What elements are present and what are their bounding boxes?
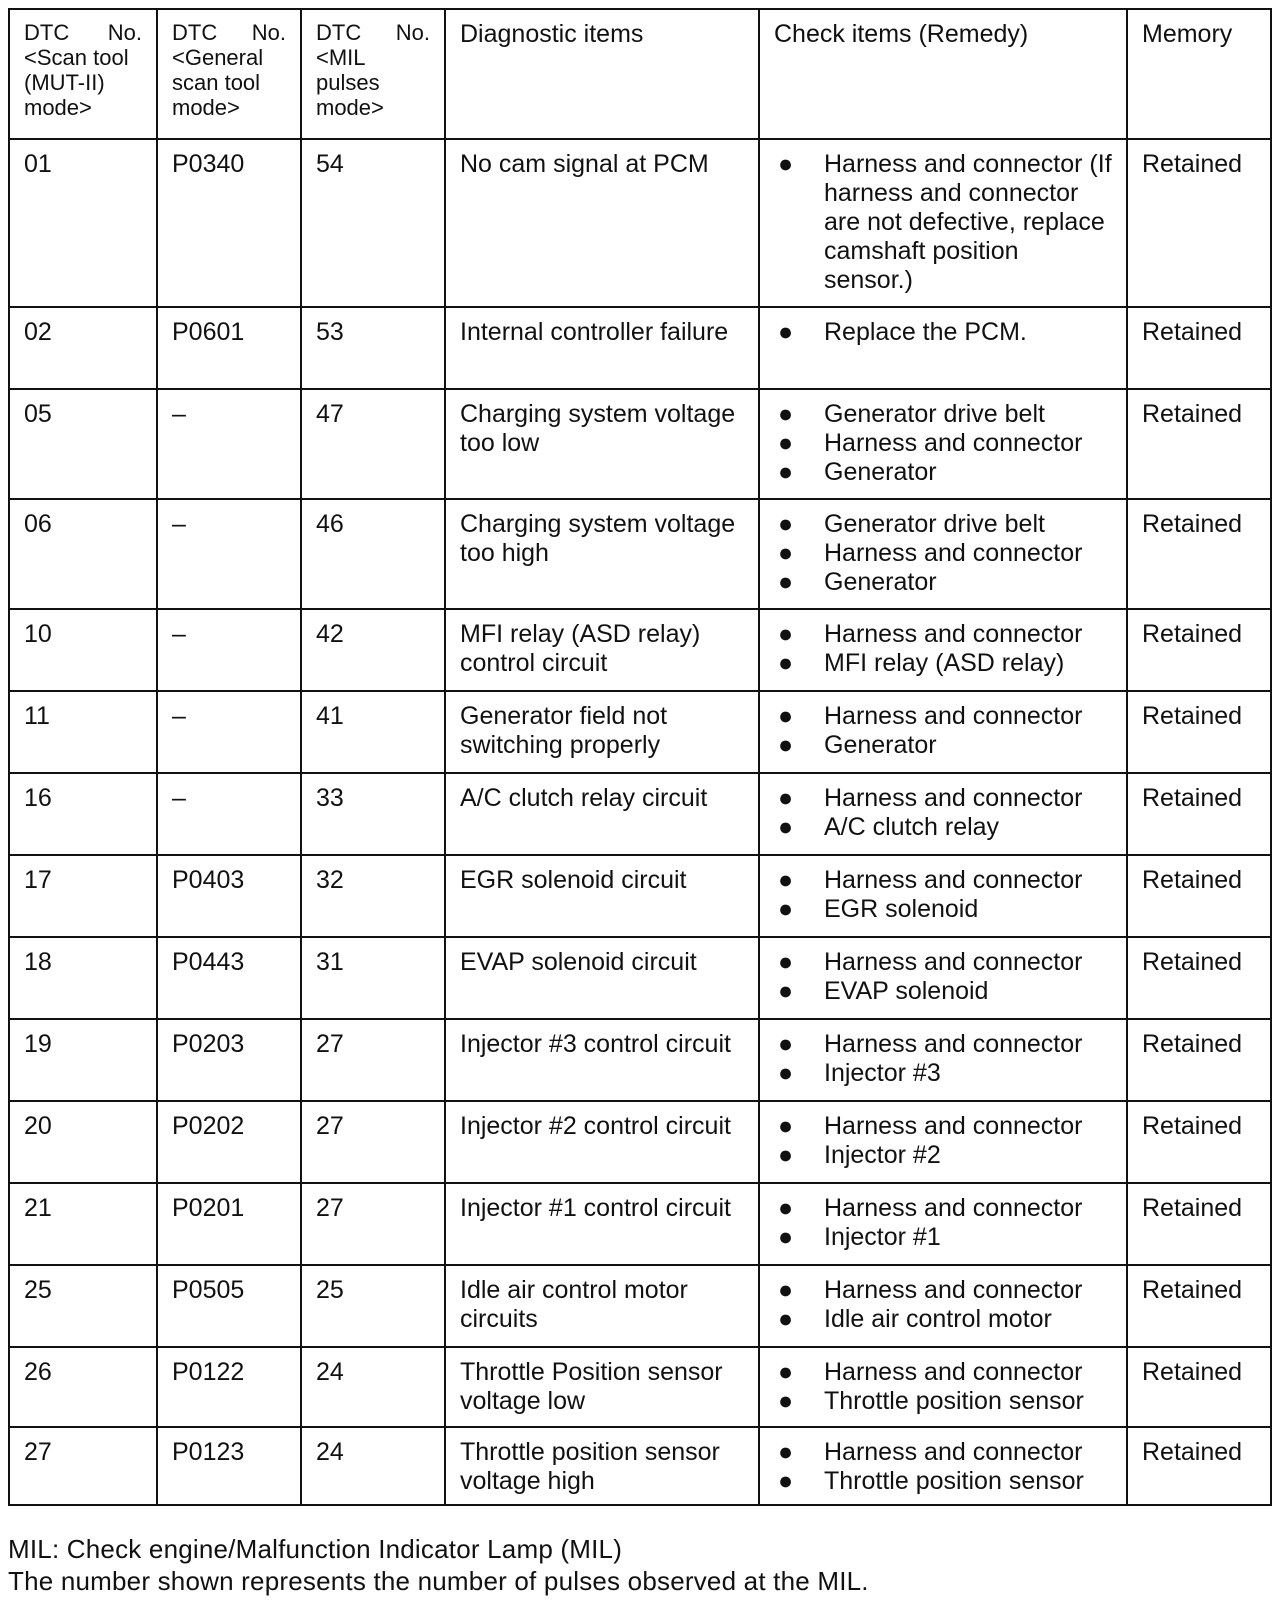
check-item-text: Harness and connector	[824, 948, 1083, 976]
check-item	[774, 895, 1112, 924]
mil-pulses-cell: 27	[301, 1019, 445, 1101]
bullet-icon: ●	[778, 1358, 794, 1386]
check-items-list	[774, 784, 1112, 842]
memory-cell: Retained	[1127, 1347, 1271, 1427]
check-items-list	[774, 948, 1112, 1006]
check-items-list	[774, 1030, 1112, 1088]
check-item-text: Harness and connector	[824, 1276, 1083, 1304]
memory-cell: Retained	[1127, 307, 1271, 389]
bullet-icon: ●	[778, 429, 794, 457]
header-general-scan-dtc: DTC	[172, 20, 218, 45]
footer-notes	[8, 1533, 869, 1597]
check-item-text: Injector #3	[824, 1059, 941, 1087]
general-scan-code-cell: –	[157, 609, 301, 691]
table-row	[9, 1265, 1271, 1347]
bullet-icon: ●	[778, 784, 794, 812]
scan-tool-code-cell: 10	[9, 609, 157, 691]
check-items-cell	[759, 389, 1127, 499]
header-scan-tool-no: No.	[107, 20, 142, 45]
general-scan-code-cell: –	[157, 499, 301, 609]
check-items-cell	[759, 1265, 1127, 1347]
check-item-text: Harness and connector	[824, 702, 1083, 730]
check-item	[774, 1305, 1112, 1334]
table-row	[9, 1427, 1271, 1505]
check-items-cell	[759, 499, 1127, 609]
bullet-icon: ●	[778, 1276, 794, 1304]
table-row	[9, 691, 1271, 773]
general-scan-code-cell: P0340	[157, 139, 301, 307]
bullet-icon: ●	[778, 539, 794, 567]
check-item	[774, 620, 1112, 649]
check-item-text: Harness and connector	[824, 1438, 1083, 1466]
table-row	[9, 609, 1271, 691]
check-item	[774, 948, 1112, 977]
check-items-list	[774, 702, 1112, 760]
general-scan-code-cell: P0123	[157, 1427, 301, 1505]
check-item-text: Harness and connector	[824, 1030, 1083, 1058]
check-items-cell	[759, 1427, 1127, 1505]
table-row	[9, 855, 1271, 937]
table-row	[9, 499, 1271, 609]
memory-cell: Retained	[1127, 1019, 1271, 1101]
check-item	[774, 568, 1112, 597]
mil-pulses-cell: 42	[301, 609, 445, 691]
check-items-cell	[759, 1101, 1127, 1183]
header-mil-pulses-line2: <MIL	[316, 45, 366, 70]
memory-cell: Retained	[1127, 609, 1271, 691]
general-scan-code-cell: P0505	[157, 1265, 301, 1347]
check-item-text: Harness and connector	[824, 1194, 1083, 1222]
check-items-cell	[759, 307, 1127, 389]
check-item	[774, 1387, 1112, 1416]
header-check-items: Check items (Remedy)	[759, 9, 1127, 139]
check-item	[774, 318, 1112, 347]
check-items-list	[774, 1438, 1112, 1496]
bullet-icon: ●	[778, 866, 794, 894]
check-items-cell	[759, 609, 1127, 691]
bullet-icon: ●	[778, 1112, 794, 1140]
bullet-icon: ●	[778, 1194, 794, 1222]
scan-tool-code-cell: 18	[9, 937, 157, 1019]
bullet-icon: ●	[778, 1223, 794, 1251]
mil-pulses-cell: 27	[301, 1183, 445, 1265]
table-row	[9, 937, 1271, 1019]
check-item-text: Harness and connector	[824, 784, 1083, 812]
check-item-text: Harness and connector	[824, 1112, 1083, 1140]
check-item	[774, 1112, 1112, 1141]
memory-cell: Retained	[1127, 1265, 1271, 1347]
check-items-list	[774, 1112, 1112, 1170]
header-scan-tool-line2: <Scan tool	[24, 45, 129, 70]
check-item-text: EGR solenoid	[824, 895, 979, 923]
check-item	[774, 1438, 1112, 1467]
bullet-icon: ●	[778, 702, 794, 730]
check-items-list	[774, 150, 1112, 295]
memory-cell: Retained	[1127, 1427, 1271, 1505]
mil-pulses-cell: 33	[301, 773, 445, 855]
bullet-icon: ●	[778, 1059, 794, 1087]
check-item	[774, 150, 1112, 295]
check-items-cell	[759, 1347, 1127, 1427]
check-items-list	[774, 400, 1112, 487]
scan-tool-code-cell: 20	[9, 1101, 157, 1183]
scan-tool-code-cell: 05	[9, 389, 157, 499]
general-scan-code-cell: P0443	[157, 937, 301, 1019]
scan-tool-code-cell: 01	[9, 139, 157, 307]
header-memory: Memory	[1127, 9, 1271, 139]
check-item	[774, 1467, 1112, 1496]
check-item-text: Replace the PCM.	[824, 318, 1027, 346]
check-item-text: Harness and connector	[824, 429, 1083, 457]
diagnostic-item-cell: Throttle position sensor voltage high	[445, 1427, 759, 1505]
header-mil-pulses	[301, 9, 445, 139]
bullet-icon: ●	[778, 620, 794, 648]
general-scan-code-cell: –	[157, 773, 301, 855]
memory-cell: Retained	[1127, 1101, 1271, 1183]
general-scan-code-cell: –	[157, 389, 301, 499]
check-item-text: EVAP solenoid	[824, 977, 989, 1005]
table-row	[9, 1019, 1271, 1101]
bullet-icon: ●	[778, 1305, 794, 1333]
general-scan-code-cell: P0203	[157, 1019, 301, 1101]
check-item	[774, 429, 1112, 458]
general-scan-code-cell: –	[157, 691, 301, 773]
bullet-icon: ●	[778, 649, 794, 677]
check-item	[774, 784, 1112, 813]
check-item-text: Harness and connector	[824, 539, 1083, 567]
check-item	[774, 458, 1112, 487]
diagnostic-item-cell: Charging system voltage too low	[445, 389, 759, 499]
general-scan-code-cell: P0601	[157, 307, 301, 389]
check-item	[774, 731, 1112, 760]
check-items-cell	[759, 855, 1127, 937]
table-header-row	[9, 9, 1271, 139]
memory-cell: Retained	[1127, 139, 1271, 307]
bullet-icon: ●	[778, 813, 794, 841]
diagnostic-item-cell: A/C clutch relay circuit	[445, 773, 759, 855]
check-item	[774, 1194, 1112, 1223]
mil-pulses-cell: 47	[301, 389, 445, 499]
check-item	[774, 1030, 1112, 1059]
check-item-text: Generator drive belt	[824, 400, 1045, 428]
header-scan-tool-dtc: DTC	[24, 20, 70, 45]
memory-cell: Retained	[1127, 855, 1271, 937]
header-diagnostic-items: Diagnostic items	[445, 9, 759, 139]
header-general-scan-no: No.	[251, 20, 286, 45]
footer-pulses-note: The number shown represents the number of pulses observed at the MIL.	[8, 1566, 869, 1596]
check-items-list	[774, 620, 1112, 678]
check-item-text: Harness and connector	[824, 1358, 1083, 1386]
memory-cell: Retained	[1127, 1183, 1271, 1265]
scan-tool-code-cell: 17	[9, 855, 157, 937]
header-general-scan-line2: <General	[172, 45, 264, 70]
diagnostic-item-cell: Injector #1 control circuit	[445, 1183, 759, 1265]
check-items-cell	[759, 1183, 1127, 1265]
header-general-scan-line3: scan tool	[172, 70, 261, 95]
diagnostic-item-cell: Throttle Position sensor voltage low	[445, 1347, 759, 1427]
table-row	[9, 307, 1271, 389]
general-scan-code-cell: P0201	[157, 1183, 301, 1265]
diagnostic-item-cell: Generator field not switching properly	[445, 691, 759, 773]
check-items-cell	[759, 773, 1127, 855]
check-item-text: Throttle position sensor	[824, 1387, 1084, 1415]
diagnostic-item-cell: Injector #2 control circuit	[445, 1101, 759, 1183]
bullet-icon: ●	[778, 948, 794, 976]
check-items-list	[774, 1276, 1112, 1334]
check-item	[774, 813, 1112, 842]
mil-pulses-cell: 24	[301, 1427, 445, 1505]
dtc-table	[8, 8, 1272, 1506]
scan-tool-code-cell: 16	[9, 773, 157, 855]
memory-cell: Retained	[1127, 499, 1271, 609]
bullet-icon: ●	[778, 1030, 794, 1058]
check-items-cell	[759, 937, 1127, 1019]
bullet-icon: ●	[778, 568, 794, 596]
check-items-list	[774, 1194, 1112, 1252]
check-items-list	[774, 1358, 1112, 1416]
mil-pulses-cell: 32	[301, 855, 445, 937]
header-scan-tool-line4: mode>	[24, 95, 92, 120]
check-items-list	[774, 510, 1112, 597]
check-item	[774, 1358, 1112, 1387]
scan-tool-code-cell: 11	[9, 691, 157, 773]
mil-pulses-cell: 41	[301, 691, 445, 773]
memory-cell: Retained	[1127, 389, 1271, 499]
header-mil-pulses-dtc: DTC	[316, 20, 362, 45]
scan-tool-code-cell: 06	[9, 499, 157, 609]
check-item-text: Harness and connector	[824, 620, 1083, 648]
check-item	[774, 510, 1112, 539]
mil-pulses-cell: 27	[301, 1101, 445, 1183]
check-items-cell	[759, 691, 1127, 773]
check-item-text: MFI relay (ASD relay)	[824, 649, 1065, 677]
footer-mil-note: MIL: Check engine/Malfunction Indicator Lamp (MIL)	[8, 1534, 623, 1564]
header-scan-tool-line3: (MUT-II)	[24, 70, 105, 95]
header-mil-pulses-line4: mode>	[316, 95, 384, 120]
general-scan-code-cell: P0202	[157, 1101, 301, 1183]
check-item-text: Harness and connector	[824, 866, 1083, 894]
mil-pulses-cell: 31	[301, 937, 445, 1019]
check-item	[774, 977, 1112, 1006]
check-item-text: Generator drive belt	[824, 510, 1045, 538]
check-items-list	[774, 866, 1112, 924]
table-row	[9, 389, 1271, 499]
bullet-icon: ●	[778, 977, 794, 1005]
diagnostic-item-cell: Charging system voltage too high	[445, 499, 759, 609]
bullet-icon: ●	[778, 510, 794, 538]
mil-pulses-cell: 46	[301, 499, 445, 609]
check-item-text: Injector #1	[824, 1223, 941, 1251]
scan-tool-code-cell: 25	[9, 1265, 157, 1347]
check-item-text: Harness and connector (If harness and connector are not defective, replace camshaft position sensor.)	[824, 150, 1112, 294]
bullet-icon: ●	[778, 318, 794, 346]
check-item	[774, 1059, 1112, 1088]
table-row	[9, 1101, 1271, 1183]
bullet-icon: ●	[778, 1467, 794, 1495]
check-item	[774, 702, 1112, 731]
table-row	[9, 773, 1271, 855]
check-items-cell	[759, 1019, 1127, 1101]
memory-cell: Retained	[1127, 937, 1271, 1019]
scan-tool-code-cell: 19	[9, 1019, 157, 1101]
table-body	[9, 139, 1271, 1505]
mil-pulses-cell: 24	[301, 1347, 445, 1427]
bullet-icon: ●	[778, 1387, 794, 1415]
scan-tool-code-cell: 26	[9, 1347, 157, 1427]
check-item	[774, 400, 1112, 429]
diagnostic-item-cell: EGR solenoid circuit	[445, 855, 759, 937]
bullet-icon: ●	[778, 895, 794, 923]
header-scan-tool	[9, 9, 157, 139]
header-mil-pulses-line3: pulses	[316, 70, 380, 95]
mil-pulses-cell: 53	[301, 307, 445, 389]
check-item-text: A/C clutch relay	[824, 813, 1000, 841]
check-item	[774, 866, 1112, 895]
bullet-icon: ●	[778, 458, 794, 486]
diagnostic-item-cell: No cam signal at PCM	[445, 139, 759, 307]
memory-cell: Retained	[1127, 773, 1271, 855]
diagnostic-item-cell: Idle air control motor circuits	[445, 1265, 759, 1347]
bullet-icon: ●	[778, 400, 794, 428]
check-item	[774, 539, 1112, 568]
header-general-scan-line4: mode>	[172, 95, 240, 120]
check-items-list	[774, 318, 1112, 347]
general-scan-code-cell: P0403	[157, 855, 301, 937]
scan-tool-code-cell: 21	[9, 1183, 157, 1265]
check-item-text: Generator	[824, 458, 937, 486]
diagnostic-item-cell: MFI relay (ASD relay) control circuit	[445, 609, 759, 691]
table-row	[9, 1183, 1271, 1265]
header-general-scan	[157, 9, 301, 139]
mil-pulses-cell: 25	[301, 1265, 445, 1347]
bullet-icon: ●	[778, 1141, 794, 1169]
memory-cell: Retained	[1127, 691, 1271, 773]
check-item-text: Injector #2	[824, 1141, 941, 1169]
bullet-icon: ●	[778, 1438, 794, 1466]
bullet-icon: ●	[778, 150, 794, 178]
scan-tool-code-cell: 02	[9, 307, 157, 389]
general-scan-code-cell: P0122	[157, 1347, 301, 1427]
check-item-text: Throttle position sensor	[824, 1467, 1084, 1495]
check-item-text: Generator	[824, 568, 937, 596]
diagnostic-item-cell: EVAP solenoid circuit	[445, 937, 759, 1019]
mil-pulses-cell: 54	[301, 139, 445, 307]
diagnostic-item-cell: Internal controller failure	[445, 307, 759, 389]
bullet-icon: ●	[778, 731, 794, 759]
check-item-text: Idle air control motor	[824, 1305, 1052, 1333]
table-row	[9, 139, 1271, 307]
check-item	[774, 1223, 1112, 1252]
check-item	[774, 1276, 1112, 1305]
scan-tool-code-cell: 27	[9, 1427, 157, 1505]
header-mil-pulses-no: No.	[395, 20, 430, 45]
check-item	[774, 1141, 1112, 1170]
check-item	[774, 649, 1112, 678]
check-items-cell	[759, 139, 1127, 307]
check-item-text: Generator	[824, 731, 937, 759]
diagnostic-item-cell: Injector #3 control circuit	[445, 1019, 759, 1101]
table-row	[9, 1347, 1271, 1427]
